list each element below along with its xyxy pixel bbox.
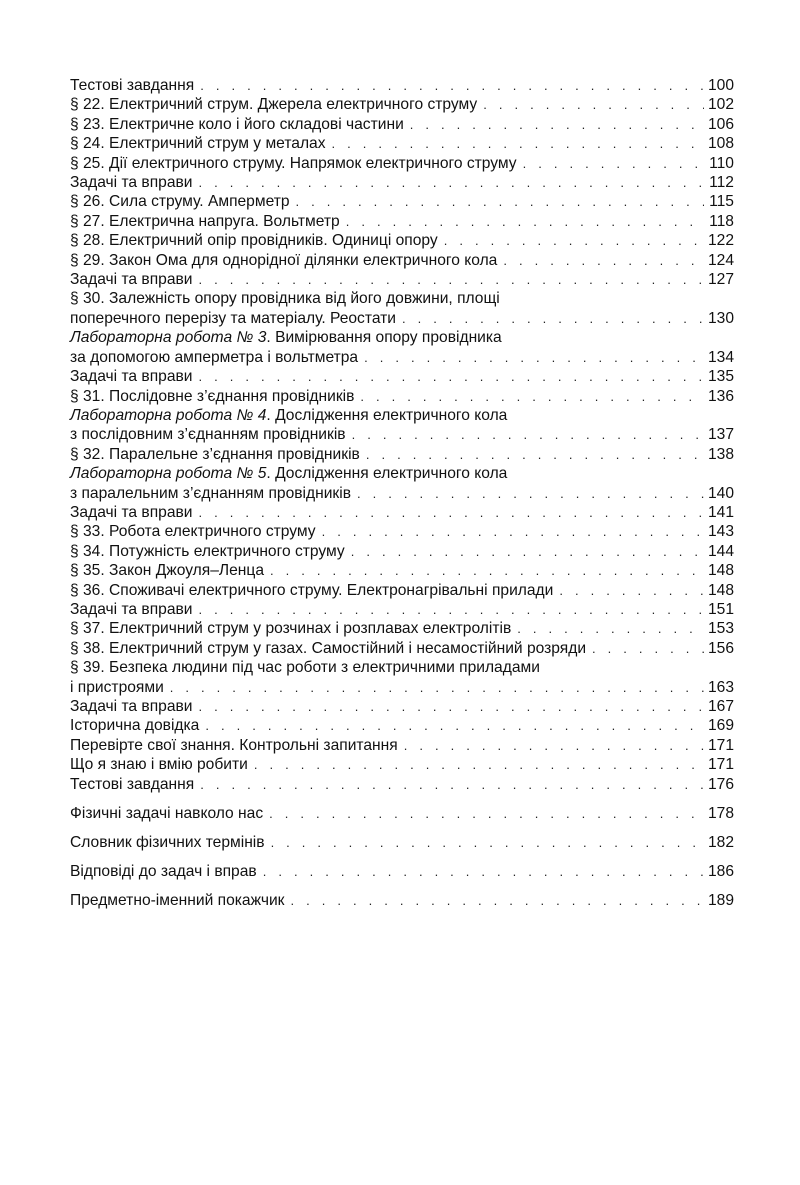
spacer [70,794,734,804]
dot-leader [517,619,704,638]
appendix-entry[interactable] [70,891,734,910]
dot-leader [322,522,704,541]
toc-entry-line [70,270,734,289]
toc-entry-page: 136 [707,387,734,405]
toc-entry[interactable] [70,522,734,541]
toc-entry[interactable] [70,619,734,638]
toc-entry-page: 176 [707,775,734,793]
toc-entry-title: § 33. Робота електричного струму [70,523,316,541]
toc-entry-page: 189 [707,892,734,910]
dot-leader [503,251,704,270]
toc-entry-line [70,775,734,794]
toc-entry-page: 148 [707,562,734,580]
dot-leader [332,134,704,153]
dot-leader [198,270,704,289]
toc-entry-line [70,251,734,270]
toc-entry-first-text: § 30. Залежність опору провідника від його довжини, площі [70,290,500,308]
toc-entry-page: 153 [707,620,734,638]
dot-leader [198,697,704,716]
toc-entry-line [70,484,734,503]
toc-entry-page: 124 [707,251,734,269]
toc-entry[interactable] [70,367,734,386]
dot-leader [444,231,704,250]
toc-entry-title: за допомогою амперметра і вольтметра [70,348,359,366]
toc-entry-title: Що я знаю і вмію робити [70,756,248,774]
toc-entry-page: 135 [707,368,734,386]
toc-entry[interactable] [70,736,734,755]
toc-entry-page: 163 [707,678,734,696]
toc-entry-line [70,212,734,231]
toc-entry-page: 156 [707,639,734,657]
toc-entry[interactable] [70,542,734,561]
dot-leader [483,95,704,114]
dot-leader [364,348,704,367]
toc-entry-page: 169 [707,717,734,735]
toc-entry-title: § 25. Дії електричного струму. Напрямок електричного струму [70,154,517,172]
spacer [70,852,734,862]
appendix-entry[interactable] [70,862,734,881]
toc-entry-line [70,833,734,852]
toc-entry-first-text: § 39. Безпека людини під час роботи з електричними приладами [70,659,540,677]
toc-entry-lab-label: Лабораторна робота № 5 [70,465,267,483]
toc-entry-page: 106 [707,115,734,133]
toc-entry-title: § 29. Закон Ома для однорідної ділянки електричного кола [70,251,498,269]
toc-entry-title: § 23. Електричне коло і його складові частини [70,115,404,133]
toc-entry-title: Задачі та вправи [70,600,193,618]
dot-leader [523,154,704,173]
toc-entry-title: Предметно-іменний покажчик [70,892,285,910]
toc-entry-line [70,348,734,367]
toc-entry-line [70,736,734,755]
toc-entry-page: 171 [707,756,734,774]
dot-leader [263,862,704,881]
toc-entry-title: § 32. Паралельне з’єднання провідників [70,445,360,463]
toc-entry-title: § 31. Послідовне з’єднання провідників [70,387,355,405]
toc-entry-line [70,309,734,328]
toc-entry-title: Тестові завдання [70,775,195,793]
dot-leader [291,891,704,910]
toc-entry[interactable] [70,76,734,95]
toc-entry-line [70,173,734,192]
toc-entry[interactable] [70,697,734,716]
toc-entry-line [70,192,734,211]
toc-entry-title: § 38. Електричний струм у газах. Самостійний і несамостійний розряди [70,639,587,657]
toc-entry-page: 151 [707,600,734,618]
spacer [70,882,734,892]
toc-entry-first-line [70,328,734,347]
toc-entry-page: 140 [707,484,734,502]
toc-entry-page: 130 [707,309,734,327]
toc-entry-page: 134 [707,348,734,366]
appendix-entry[interactable] [70,833,734,852]
toc-entry-page: 100 [707,77,734,94]
toc-entry-first-line [70,406,734,425]
toc-entry-page: 112 [709,174,734,192]
toc-entry-line [70,755,734,774]
toc-entry[interactable] [70,561,734,580]
toc-entry[interactable] [70,192,734,211]
toc-entry-title: Фізичні задачі навколо нас [70,804,264,822]
dot-leader [254,755,704,774]
toc-entry-title: поперечного перерізу та матеріалу. Реостати [70,309,396,327]
toc-entry-title: § 28. Електричний опір провідників. Одиниці опору [70,232,438,250]
toc-entry-page: 108 [707,135,734,153]
toc-entry-line [70,367,734,386]
toc-entry[interactable] [70,600,734,619]
toc-entry-title: Задачі та вправи [70,503,193,521]
toc-entry-first-line [70,464,734,483]
dot-leader [366,445,704,464]
toc-entry-page: 137 [707,426,734,444]
toc-entry[interactable] [70,775,734,794]
toc-entry-title: з паралельним з’єднанням провідників [70,484,351,502]
toc-entry-page: 144 [707,542,734,560]
toc-entry-title: Задачі та вправи [70,271,193,289]
toc-entry[interactable] [70,115,734,134]
toc-entry-line [70,503,734,522]
dot-leader [200,775,704,794]
dot-leader [200,76,704,95]
toc-entry-page: 102 [707,96,734,114]
toc-entry-line [70,425,734,444]
dot-leader [360,387,704,406]
toc-entry-title: § 24. Електричний струм у металах [70,135,326,153]
toc-entry-first-line [70,658,734,677]
toc-entry-line [70,95,734,114]
toc-entry[interactable] [70,387,734,406]
spacer [70,823,734,833]
toc-entry-line [70,862,734,881]
toc-entry-title: § 36. Споживачі електричного струму. Електронагрівальні прилади [70,581,554,599]
toc-entry-line [70,154,734,173]
toc-entry[interactable] [70,173,734,192]
toc-entry[interactable] [70,464,734,503]
toc-entry-line [70,716,734,735]
dot-leader [346,212,704,231]
toc-entry-page: 141 [707,503,734,521]
toc-entry-line [70,542,734,561]
toc-entry[interactable] [70,639,734,658]
toc-entry-page: 148 [707,581,734,599]
toc-entry-title: Задачі та вправи [70,698,193,715]
dot-leader [170,678,704,697]
toc-entry-line [70,387,734,406]
dot-leader [592,639,704,658]
dot-leader [352,425,704,444]
toc-entry[interactable] [70,289,734,328]
toc-entry-line [70,619,734,638]
appendix-entry[interactable] [70,804,734,823]
toc-entry[interactable] [70,154,734,173]
toc-entry-page: 127 [707,271,734,289]
toc-entry-title: Задачі та вправи [70,174,193,192]
toc-entry[interactable] [70,716,734,735]
toc-entry[interactable] [70,503,734,522]
dot-leader [271,833,704,852]
toc-entry[interactable] [70,406,734,445]
toc-entry-title: з послідовним з’єднанням провідників [70,426,346,444]
dot-leader [198,367,704,386]
toc-entry[interactable] [70,212,734,231]
toc-entry[interactable] [70,328,734,367]
toc-entry[interactable] [70,755,734,774]
toc-entry[interactable] [70,231,734,250]
toc-entry-line [70,891,734,910]
toc-entry[interactable] [70,445,734,464]
toc-entry-title: § 22. Електричний струм. Джерела електричного струму [70,96,478,114]
table-of-contents [70,76,734,911]
toc-entry-page: 122 [707,232,734,250]
toc-entry-line [70,445,734,464]
toc-entry-lab-label: Лабораторна робота № 4 [70,406,267,424]
toc-entry[interactable] [70,581,734,600]
dot-leader [402,309,704,328]
toc-entry-title: § 27. Електрична напруга. Вольтметр [70,212,340,230]
toc-entry-line [70,581,734,600]
toc-entry-first-line [70,289,734,308]
toc-entry-first-text: . Дослідження електричного кола [266,465,508,483]
toc-entry-title: § 34. Потужність електричного струму [70,542,345,560]
toc-entry-title: Задачі та вправи [70,368,193,386]
toc-entry-title: і пристроями [70,678,164,696]
toc-entry-page: 115 [709,193,734,211]
dot-leader [198,503,704,522]
dot-leader [404,736,704,755]
toc-entry-page: 110 [709,154,734,172]
toc-entry-line [70,231,734,250]
toc-entry-title: Словник фізичних термінів [70,834,265,852]
toc-entry[interactable] [70,658,734,697]
toc-entry-title: Тестові завдання [70,77,195,94]
toc-entry[interactable] [70,95,734,114]
toc-entry-first-text: . Вимірювання опору провідника [266,329,502,347]
dot-leader [198,173,704,192]
dot-leader [270,561,704,580]
dot-leader [269,804,704,823]
toc-entry[interactable] [70,270,734,289]
toc-entry-line [70,561,734,580]
toc-entry-title: Історична довідка [70,717,200,735]
toc-entry-first-text: . Дослідження електричного кола [266,406,508,424]
dot-leader [559,581,704,600]
dot-leader [410,115,704,134]
toc-entry-line [70,522,734,541]
toc-entry-page: 143 [707,523,734,541]
dot-leader [351,542,704,561]
toc-entry-line [70,678,734,697]
toc-entry-title: Відповіді до задач і вправ [70,863,257,881]
toc-entry-page: 167 [707,698,734,715]
toc-entry-page: 178 [707,804,734,822]
toc-entry-line [70,76,734,95]
toc-entry[interactable] [70,251,734,270]
toc-entry-line [70,804,734,823]
toc-entry-line [70,134,734,153]
toc-entry-line [70,697,734,716]
toc-entry-page: 118 [709,212,734,230]
toc-entry[interactable] [70,134,734,153]
toc-entry-page: 182 [707,834,734,852]
toc-entry-title: § 37. Електричний струм у розчинах і розплавах електролітів [70,620,512,638]
dot-leader [205,716,704,735]
toc-entry-line [70,639,734,658]
toc-entry-line [70,115,734,134]
toc-entry-lab-label: Лабораторна робота № 3 [70,329,267,347]
toc-entry-title: § 26. Сила струму. Амперметр [70,193,290,211]
dot-leader [198,600,704,619]
toc-entry-line [70,600,734,619]
toc-entry-page: 138 [707,445,734,463]
dot-leader [357,484,704,503]
toc-entry-title: Перевірте свої знання. Контрольні запитання [70,736,398,754]
dot-leader [296,192,704,211]
toc-entry-title: § 35. Закон Джоуля–Ленца [70,562,265,580]
toc-entry-page: 171 [707,736,734,754]
toc-entry-page: 186 [707,863,734,881]
